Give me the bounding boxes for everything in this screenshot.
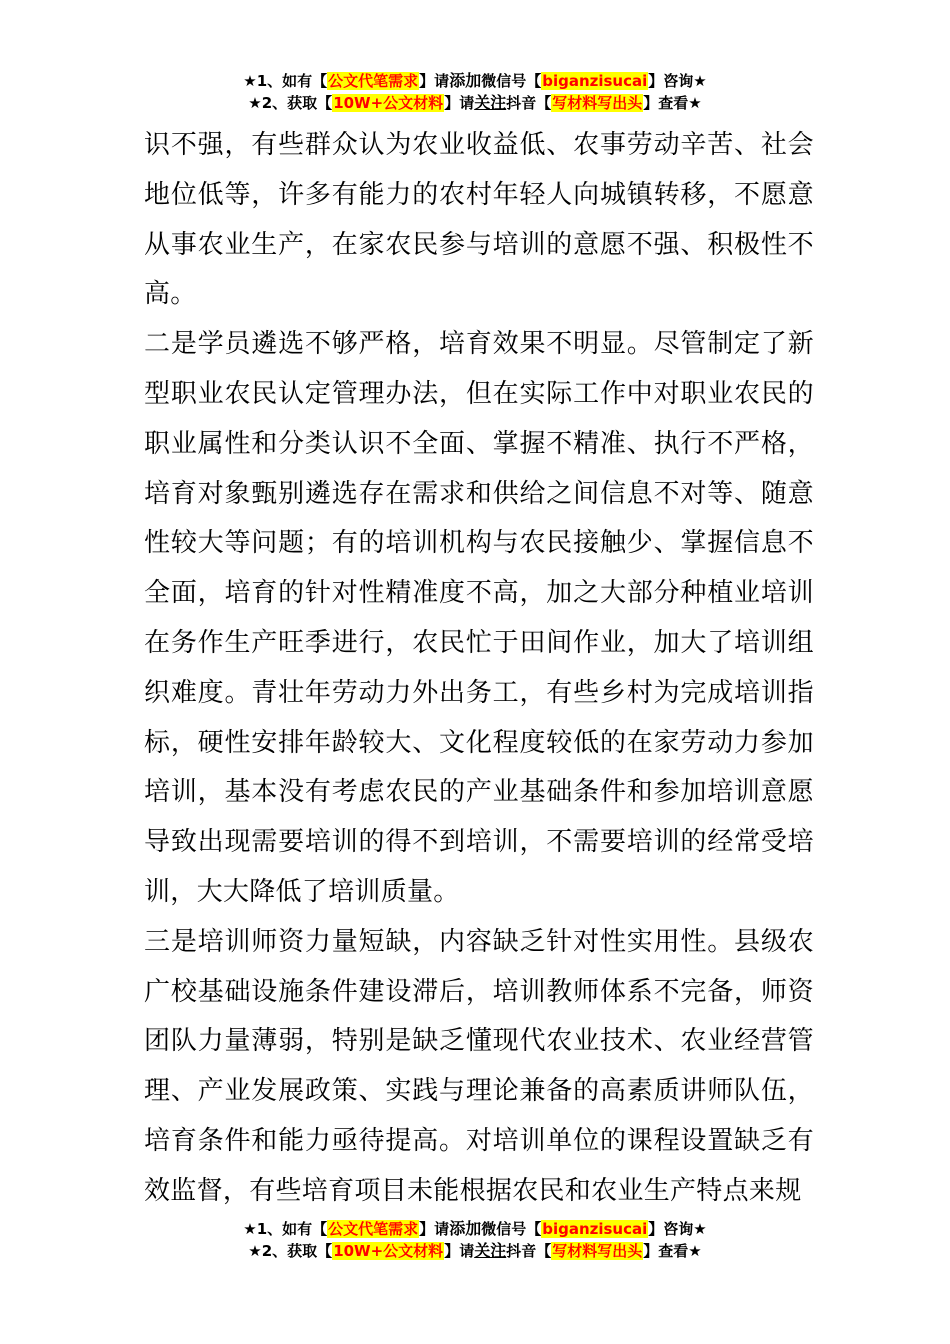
banner-text: 】请 xyxy=(444,94,475,112)
banner-text: 微信号【 xyxy=(481,1220,542,1238)
banner-text: ★2、获取【 xyxy=(248,94,333,112)
highlight-service: 公文代笔需求 xyxy=(328,72,419,90)
banner-line-2 xyxy=(0,1240,950,1262)
banner-line-1 xyxy=(0,1218,950,1240)
banner-text: 】查看★ xyxy=(643,1242,702,1260)
banner-text: 抖音【 xyxy=(506,94,552,112)
banner-text: 】咨询★ xyxy=(648,72,707,90)
highlight-service: 公文代笔需求 xyxy=(328,1220,419,1238)
banner-line-2 xyxy=(0,92,950,114)
banner-text: 抖音【 xyxy=(506,1242,552,1260)
highlight-materials: 10W+公文材料 xyxy=(333,1242,444,1260)
document-body xyxy=(144,121,814,1217)
header-banner xyxy=(0,70,950,114)
banner-text: ★2、获取【 xyxy=(248,1242,333,1260)
paragraph-point-two: 二是学员遴选不够严格，培育效果不明显。尽管制定了新型职业农民认定管理办法，但在实际工作中对职业农民的职业属性和分类认识不全面、掌握不精准、执行不严格，培育对象甄别遴选存在需求和供给之间信息不对等、随意性较大等问题；有的培训机构与农民接触少、掌握信息不全面，培育的针对性精准度不高，加之大部分种植业培训在务作生产旺季进行，农民忙于田间作业，加大了培训组织难度。青壮年劳动力外出务工，有些乡村为完成培训指标，硬性安排年龄较大、文化程度较低的在家劳动力参加培训，基本没有考虑农民的产业基础条件和参加培训意愿导致出现需要培训的得不到培训，不需要培训的经常受培训，大大降低了培训质量。 xyxy=(144,329,814,907)
banner-text: 】请 xyxy=(419,1220,450,1238)
highlight-douyin-account: 写材料写出头 xyxy=(552,1242,643,1260)
paragraph-point-three: 三是培训师资力量短缺，内容缺乏针对性实用性。县级农广校基础设施条件建设滞后，培训教师体系不完备，师资团队力量薄弱，特别是缺乏懂现代农业技术、农业经营管理、产业发展政策、实践与理论兼备的高素质讲师队伍，培育条件和能力亟待提高。对培训单位的课程设置缺乏有效监督，有些培育项目未能根据农民和农业生产特点来规 xyxy=(144,926,814,1206)
banner-text: 】请 xyxy=(444,1242,475,1260)
highlight-douyin-account: 写材料写出头 xyxy=(552,94,643,112)
banner-emphasis: 添加 xyxy=(449,71,482,90)
banner-text: ★1、如有【 xyxy=(243,72,328,90)
banner-text: ★1、如有【 xyxy=(243,1220,328,1238)
banner-text: 】请 xyxy=(419,72,450,90)
banner-line-1 xyxy=(0,70,950,92)
paragraph-continued: 识不强，有些群众认为农业收益低、农事劳动辛苦、社会地位低等，许多有能力的农村年轻人向城镇转移，不愿意从事农业生产，在家农民参与培训的意愿不强、积极性不高。 xyxy=(144,130,814,310)
highlight-wechat-id: biganzisucai xyxy=(542,72,648,90)
banner-emphasis: 添加 xyxy=(449,1219,482,1238)
banner-emphasis: 关注 xyxy=(474,1241,507,1260)
highlight-materials: 10W+公文材料 xyxy=(333,94,444,112)
banner-text: 微信号【 xyxy=(481,72,542,90)
banner-text: 】查看★ xyxy=(643,94,702,112)
footer-banner xyxy=(0,1218,950,1262)
banner-emphasis: 关注 xyxy=(474,93,507,112)
banner-text: 】咨询★ xyxy=(648,1220,707,1238)
highlight-wechat-id: biganzisucai xyxy=(542,1220,648,1238)
